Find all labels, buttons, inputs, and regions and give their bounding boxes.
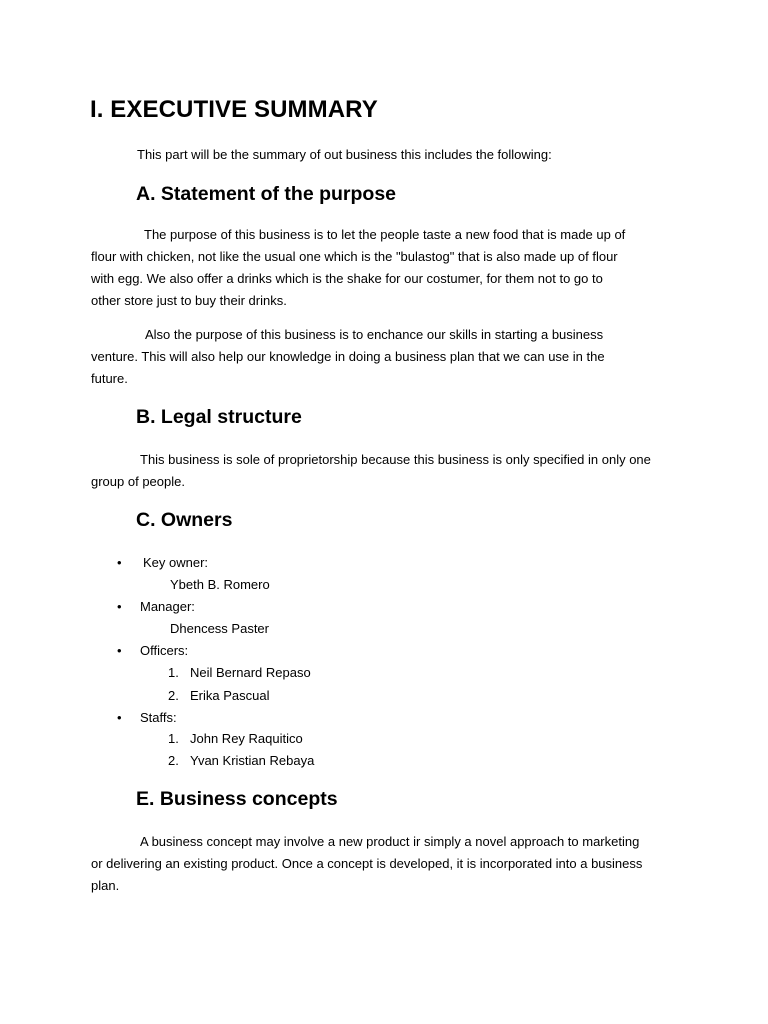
concepts-line: or delivering an existing product. Once a concept is developed, it is incorporated into a business	[91, 856, 643, 871]
purpose-p1-line: with egg. We also offer a drinks which is the shake for our costumer, for them not to go to	[91, 271, 603, 286]
bullet-icon: •	[117, 710, 122, 725]
officer-number: 2.	[168, 688, 179, 703]
legal-line: This business is sole of proprietorship because this business is only specified in only one	[140, 452, 651, 467]
purpose-p2-line: venture. This will also help our knowledge in doing a business plan that we can use in the	[91, 349, 605, 364]
bullet-icon: •	[117, 599, 122, 614]
heading-owners: C. Owners	[136, 509, 233, 531]
key-owner-label: Key owner:	[143, 555, 209, 570]
concepts-line: A business concept may involve a new product ir simply a novel approach to marketing	[140, 834, 640, 849]
staff-name: John Rey Raquitico	[190, 731, 303, 746]
purpose-p2-line: future.	[91, 371, 128, 386]
manager-name: Dhencess Paster	[170, 621, 269, 636]
key-owner-name: Ybeth B. Romero	[170, 577, 270, 592]
officer-name: Erika Pascual	[190, 688, 270, 703]
page-title: I. EXECUTIVE SUMMARY	[90, 96, 378, 123]
staff-number: 2.	[168, 753, 179, 768]
manager-label: Manager:	[140, 599, 195, 614]
legal-line: group of people.	[91, 474, 185, 489]
purpose-p2-line: Also the purpose of this business is to enchance our skills in starting a business	[145, 327, 604, 342]
heading-legal-structure: B. Legal structure	[136, 406, 302, 428]
heading-business-concepts: E. Business concepts	[136, 788, 338, 810]
intro-text: This part will be the summary of out business this includes the following:	[137, 147, 552, 162]
staffs-label: Staffs:	[140, 710, 177, 725]
concepts-line: plan.	[91, 878, 120, 893]
staff-name: Yvan Kristian Rebaya	[190, 753, 315, 768]
heading-statement-of-purpose: A. Statement of the purpose	[136, 183, 397, 205]
bullet-icon: •	[117, 555, 122, 570]
staff-number: 1.	[168, 731, 179, 746]
officer-name: Neil Bernard Repaso	[190, 665, 311, 680]
officers-label: Officers:	[140, 643, 189, 658]
purpose-p1-line: flour with chicken, not like the usual one which is the "bulastog" that is also made up of flour	[91, 249, 618, 264]
bullet-icon: •	[117, 643, 122, 658]
purpose-p1-line: other store just to buy their drinks.	[91, 293, 287, 308]
officer-number: 1.	[168, 665, 179, 680]
purpose-p1-line: The purpose of this business is to let the people taste a new food that is made up of	[144, 227, 626, 242]
